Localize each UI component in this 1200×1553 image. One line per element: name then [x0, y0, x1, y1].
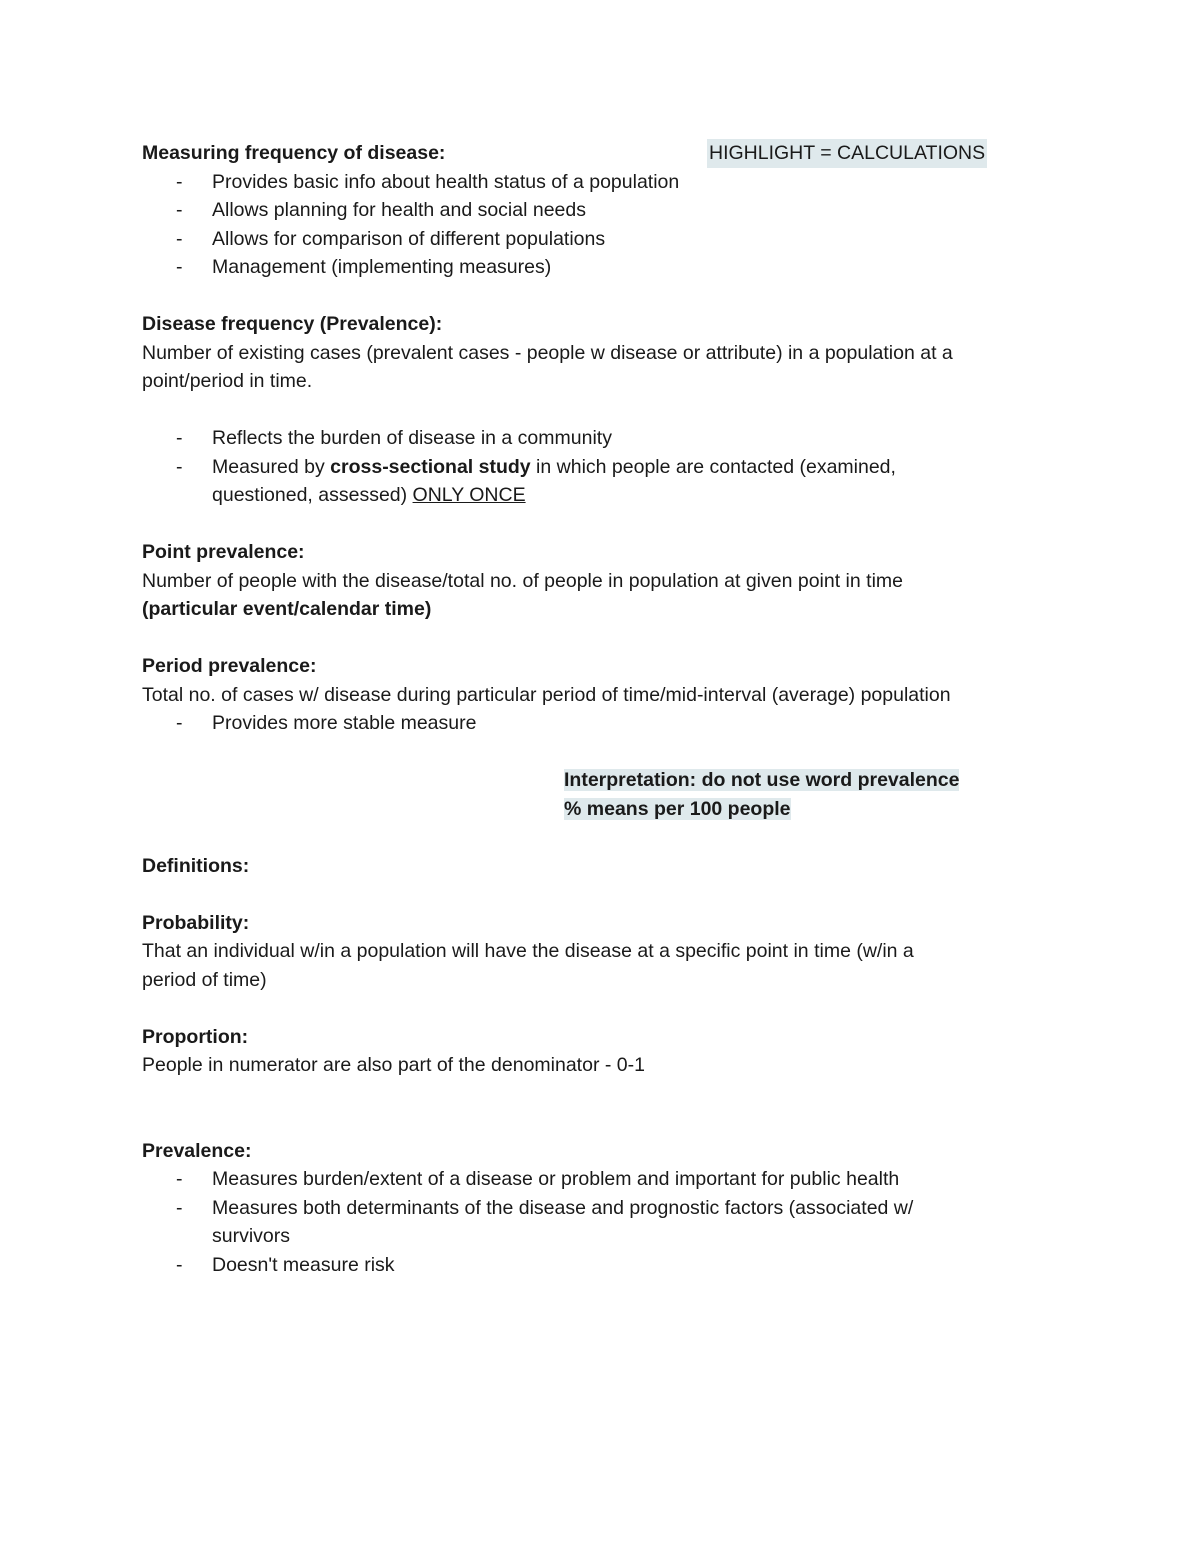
interpretation-note — [142, 795, 1062, 824]
underlined-term: ONLY ONCE — [412, 484, 526, 506]
list-item: - Reflects the burden of disease in a community — [142, 424, 1062, 453]
paragraph-line: Number of people with the disease/total no. of people in population at given point in time — [142, 569, 903, 592]
section-heading-disease-frequency: Disease frequency (Prevalence): — [142, 313, 443, 335]
text-span: questioned, assessed) — [212, 484, 413, 506]
disease-frequency-bullets — [142, 424, 1062, 510]
paragraph-line: Total no. of cases w/ disease during particular period of time/mid-interval (average) population — [142, 683, 951, 706]
list-item — [142, 453, 1062, 510]
header-row — [142, 139, 1062, 168]
list-item: - Provides basic info about health status of a population — [142, 168, 1062, 197]
text-span: in which people are contacted (examined, — [530, 455, 896, 478]
intro-bullet-list — [142, 168, 1062, 282]
paragraph-line-bold: (particular event/calendar time) — [142, 598, 432, 620]
list-item: - Allows planning for health and social needs — [142, 196, 1062, 225]
list-item: - Doesn't measure risk — [142, 1251, 1062, 1280]
section-heading-point-prevalence: Point prevalence: — [142, 541, 305, 563]
text-span: survivors — [212, 1225, 291, 1247]
text-span: Measures both determinants of the disease and prognostic factors (associated w/ — [212, 1196, 914, 1219]
section-heading-probability: Probability: — [142, 911, 250, 934]
prevalence-bullets — [142, 1165, 1062, 1279]
bold-term: cross-sectional study — [330, 455, 531, 478]
list-item: - Allows for comparison of different populations — [142, 225, 1062, 254]
section-heading-proportion: Proportion: — [142, 1025, 249, 1048]
document-page — [142, 139, 1062, 1279]
list-item — [142, 1194, 1062, 1251]
highlighted-text: Interpretation: do not use word prevalence — [564, 769, 960, 791]
highlighted-text: % means per 100 people — [564, 797, 791, 820]
paragraph-line: Number of existing cases (prevalent cases - people w disease or attribute) in a population at a — [142, 341, 953, 364]
list-item: - Management (implementing measures) — [142, 253, 1062, 282]
highlight-legend: HIGHLIGHT = CALCULATIONS — [707, 139, 987, 168]
section-heading-definitions: Definitions: — [142, 854, 250, 877]
section-heading-prevalence: Prevalence: — [142, 1139, 252, 1162]
period-prevalence-bullets — [142, 709, 1062, 738]
paragraph-line: People in numerator are also part of the denominator - 0-1 — [142, 1054, 645, 1076]
text-span: Measured by — [212, 455, 331, 478]
section-heading-period-prevalence: Period prevalence: — [142, 655, 317, 677]
section-heading-measuring: Measuring frequency of disease: — [142, 142, 446, 164]
list-item: - Measures burden/extent of a disease or problem and important for public health — [142, 1165, 1062, 1194]
paragraph-line: period of time) — [142, 968, 267, 991]
paragraph-line: That an individual w/in a population will have the disease at a specific point in time (w/in a — [142, 940, 914, 962]
interpretation-note — [142, 766, 1062, 795]
paragraph-line: point/period in time. — [142, 370, 313, 392]
list-item: - Provides more stable measure — [142, 709, 1062, 738]
